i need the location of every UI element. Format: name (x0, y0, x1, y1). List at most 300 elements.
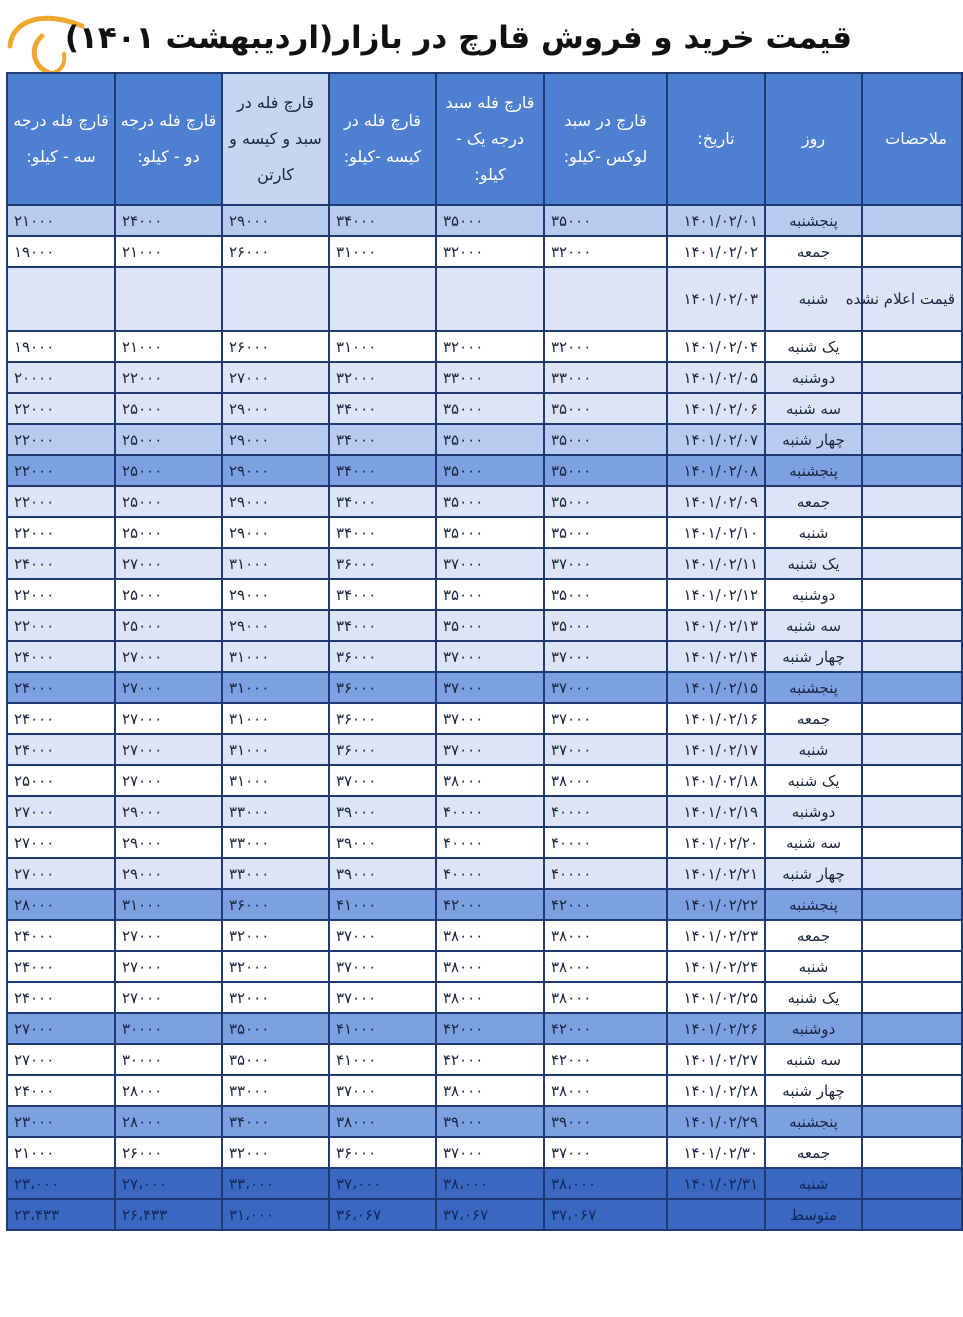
price-cell: ۲۷۰۰۰ (115, 734, 222, 765)
price-cell: ۲۹۰۰۰ (222, 486, 329, 517)
day-cell: دوشنبه (765, 362, 862, 393)
price-cell: ۳۷۰۰۰ (329, 1075, 436, 1106)
price-cell: ۳۵۰۰۰ (544, 424, 667, 455)
price-cell: ۳۲۰۰۰ (436, 331, 544, 362)
price-cell: ۳۷۰۰۰ (329, 920, 436, 951)
price-cell: ۲۹۰۰۰ (222, 455, 329, 486)
date-cell: ۱۴۰۱/۰۲/۱۹ (667, 796, 765, 827)
day-cell: سه شنبه (765, 610, 862, 641)
price-cell: ۳۸۰۰۰ (544, 920, 667, 951)
header-cell: قارچ فله درجه سه - کیلو: (7, 73, 115, 205)
price-cell: ۲۶۰۰۰ (222, 331, 329, 362)
table-row (7, 267, 962, 331)
table-row (7, 672, 962, 703)
price-cell: ۳۸۰۰۰ (436, 920, 544, 951)
note-cell (862, 672, 962, 703)
price-cell (115, 267, 222, 331)
note-cell: قیمت اعلام نشده (862, 267, 962, 331)
date-cell: ۱۴۰۱/۰۲/۱۸ (667, 765, 765, 796)
price-cell: ۲۳،۴۳۳ (7, 1199, 115, 1230)
date-cell: ۱۴۰۱/۰۲/۳۱ (667, 1168, 765, 1199)
note-cell (862, 920, 962, 951)
header-cell: قارچ فله درجه دو - کیلو: (115, 73, 222, 205)
price-cell: ۳۱۰۰۰ (222, 672, 329, 703)
day-cell: چهار شنبه (765, 641, 862, 672)
price-cell: ۲۷۰۰۰ (115, 703, 222, 734)
date-cell: ۱۴۰۱/۰۲/۰۵ (667, 362, 765, 393)
table-row (7, 331, 962, 362)
table-row (7, 734, 962, 765)
header-cell: ملاحضات (862, 73, 962, 205)
price-cell: ۲۱۰۰۰ (7, 205, 115, 236)
date-cell: ۱۴۰۱/۰۲/۱۱ (667, 548, 765, 579)
price-cell: ۳۱۰۰۰ (222, 548, 329, 579)
price-cell: ۳۷،۰۶۷ (544, 1199, 667, 1230)
note-cell (862, 982, 962, 1013)
note-cell (862, 236, 962, 267)
day-cell: چهار شنبه (765, 424, 862, 455)
price-cell: ۲۷،۰۰۰ (115, 1168, 222, 1199)
price-cell: ۲۳،۰۰۰ (7, 1168, 115, 1199)
note-cell (862, 1075, 962, 1106)
day-cell: پنجشنبه (765, 1106, 862, 1137)
price-cell: ۳۳۰۰۰ (544, 362, 667, 393)
price-cell: ۳۸۰۰۰ (436, 982, 544, 1013)
price-cell: ۳۴۰۰۰ (329, 486, 436, 517)
date-cell: ۱۴۰۱/۰۲/۳۰ (667, 1137, 765, 1168)
date-cell: ۱۴۰۱/۰۲/۱۶ (667, 703, 765, 734)
price-cell: ۴۱۰۰۰ (329, 1044, 436, 1075)
price-cell: ۳۷۰۰۰ (436, 1137, 544, 1168)
day-cell: شنبه (765, 1168, 862, 1199)
price-cell: ۲۵۰۰۰ (115, 455, 222, 486)
note-cell (862, 1106, 962, 1137)
date-cell: ۱۴۰۱/۰۲/۰۴ (667, 331, 765, 362)
price-cell: ۳۲۰۰۰ (222, 920, 329, 951)
table-row (7, 579, 962, 610)
day-cell: یک شنبه (765, 765, 862, 796)
note-cell (862, 765, 962, 796)
price-cell: ۲۴۰۰۰ (7, 982, 115, 1013)
note-cell (862, 1199, 962, 1230)
price-cell: ۳۸۰۰۰ (544, 765, 667, 796)
price-cell: ۴۰۰۰۰ (436, 827, 544, 858)
price-cell (329, 267, 436, 331)
table-row (7, 982, 962, 1013)
price-cell: ۳۹۰۰۰ (329, 858, 436, 889)
table-row (7, 889, 962, 920)
price-cell: ۳۵۰۰۰ (436, 455, 544, 486)
date-cell: ۱۴۰۱/۰۲/۲۱ (667, 858, 765, 889)
table-row (7, 517, 962, 548)
table-row (7, 424, 962, 455)
date-cell: ۱۴۰۱/۰۲/۱۵ (667, 672, 765, 703)
price-cell: ۳۷۰۰۰ (436, 703, 544, 734)
table-row (7, 765, 962, 796)
price-cell: ۲۵۰۰۰ (7, 765, 115, 796)
price-cell: ۳۵۰۰۰ (544, 393, 667, 424)
price-cell: ۳۱۰۰۰ (222, 765, 329, 796)
note-cell (862, 610, 962, 641)
price-cell: ۳۷۰۰۰ (544, 548, 667, 579)
day-cell: جمعه (765, 236, 862, 267)
date-cell: ۱۴۰۱/۰۲/۰۲ (667, 236, 765, 267)
table-row (7, 1137, 962, 1168)
price-cell: ۳۵۰۰۰ (436, 517, 544, 548)
date-cell: ۱۴۰۱/۰۲/۲۷ (667, 1044, 765, 1075)
date-cell: ۱۴۰۱/۰۲/۱۲ (667, 579, 765, 610)
date-cell: ۱۴۰۱/۰۲/۰۶ (667, 393, 765, 424)
price-cell: ۴۱۰۰۰ (329, 1013, 436, 1044)
price-cell: ۲۹۰۰۰ (115, 858, 222, 889)
price-cell: ۴۰۰۰۰ (436, 858, 544, 889)
price-cell: ۳۴۰۰۰ (329, 455, 436, 486)
price-cell: ۲۲۰۰۰ (7, 455, 115, 486)
price-cell: ۳۵۰۰۰ (436, 205, 544, 236)
price-cell: ۳۷۰۰۰ (436, 641, 544, 672)
note-cell (862, 393, 962, 424)
table-row (7, 1075, 962, 1106)
price-cell: ۲۷۰۰۰ (115, 982, 222, 1013)
price-cell (7, 267, 115, 331)
price-cell: ۳۲۰۰۰ (222, 951, 329, 982)
price-cell: ۳۳۰۰۰ (222, 827, 329, 858)
price-cell: ۳۶،۰۶۷ (329, 1199, 436, 1230)
note-cell (862, 796, 962, 827)
price-cell: ۱۹۰۰۰ (7, 331, 115, 362)
price-cell: ۳۱،۰۰۰ (222, 1199, 329, 1230)
price-cell: ۲۶،۴۳۳ (115, 1199, 222, 1230)
price-cell: ۲۷۰۰۰ (115, 641, 222, 672)
price-cell: ۲۷۰۰۰ (7, 827, 115, 858)
price-cell: ۲۹۰۰۰ (115, 796, 222, 827)
price-cell: ۳۷۰۰۰ (436, 672, 544, 703)
price-cell: ۲۰۰۰۰ (7, 362, 115, 393)
price-cell: ۳۴۰۰۰ (329, 610, 436, 641)
price-cell: ۲۴۰۰۰ (7, 548, 115, 579)
price-cell: ۳۴۰۰۰ (329, 205, 436, 236)
price-cell: ۳۱۰۰۰ (329, 331, 436, 362)
date-cell: ۱۴۰۱/۰۲/۲۸ (667, 1075, 765, 1106)
price-cell: ۲۹۰۰۰ (222, 517, 329, 548)
date-cell: ۱۴۰۱/۰۲/۰۹ (667, 486, 765, 517)
price-cell: ۴۰۰۰۰ (436, 796, 544, 827)
price-cell: ۳۵۰۰۰ (436, 424, 544, 455)
table-row (7, 205, 962, 236)
day-cell: چهار شنبه (765, 858, 862, 889)
day-cell: پنجشنبه (765, 889, 862, 920)
price-cell: ۲۱۰۰۰ (115, 236, 222, 267)
day-cell: متوسط (765, 1199, 862, 1230)
note-cell (862, 1044, 962, 1075)
price-cell: ۴۲۰۰۰ (436, 889, 544, 920)
price-cell: ۳۵۰۰۰ (436, 393, 544, 424)
price-cell: ۲۲۰۰۰ (7, 517, 115, 548)
price-cell: ۳۹۰۰۰ (329, 827, 436, 858)
price-cell: ۳۵۰۰۰ (544, 205, 667, 236)
price-cell: ۳۷۰۰۰ (544, 672, 667, 703)
day-cell: دوشنبه (765, 796, 862, 827)
note-cell (862, 517, 962, 548)
day-cell: پنجشنبه (765, 455, 862, 486)
price-cell (222, 267, 329, 331)
date-cell: ۱۴۰۱/۰۲/۱۰ (667, 517, 765, 548)
note-cell (862, 827, 962, 858)
date-cell: ۱۴۰۱/۰۲/۰۳ (667, 267, 765, 331)
price-cell: ۲۷۰۰۰ (115, 920, 222, 951)
date-cell: ۱۴۰۱/۰۲/۰۱ (667, 205, 765, 236)
price-cell: ۲۶۰۰۰ (115, 1137, 222, 1168)
date-cell: ۱۴۰۱/۰۲/۲۴ (667, 951, 765, 982)
header-cell: قارچ در سبد لوکس -کیلو: (544, 73, 667, 205)
day-cell: شنبه (765, 734, 862, 765)
date-cell: ۱۴۰۱/۰۲/۰۷ (667, 424, 765, 455)
price-cell: ۳۵۰۰۰ (544, 486, 667, 517)
price-cell: ۲۹۰۰۰ (222, 579, 329, 610)
price-cell: ۳۵۰۰۰ (544, 610, 667, 641)
price-cell: ۳۳۰۰۰ (222, 796, 329, 827)
price-cell: ۳۳۰۰۰ (436, 362, 544, 393)
day-cell: پنجشنبه (765, 672, 862, 703)
note-cell (862, 889, 962, 920)
price-cell: ۲۲۰۰۰ (7, 486, 115, 517)
price-cell: ۳۲۰۰۰ (222, 1137, 329, 1168)
price-cell: ۳۸،۰۰۰ (436, 1168, 544, 1199)
price-cell: ۲۷۰۰۰ (115, 951, 222, 982)
price-cell: ۳۶۰۰۰ (329, 703, 436, 734)
price-cell: ۳۰۰۰۰ (115, 1013, 222, 1044)
day-cell: جمعه (765, 920, 862, 951)
price-cell: ۲۹۰۰۰ (222, 393, 329, 424)
price-cell: ۴۰۰۰۰ (544, 796, 667, 827)
date-cell: ۱۴۰۱/۰۲/۲۲ (667, 889, 765, 920)
price-cell: ۲۷۰۰۰ (115, 765, 222, 796)
table-row (7, 703, 962, 734)
price-cell: ۲۳۰۰۰ (7, 1106, 115, 1137)
price-cell: ۳۲۰۰۰ (544, 236, 667, 267)
price-table (6, 72, 963, 1231)
price-cell: ۲۱۰۰۰ (115, 331, 222, 362)
day-cell: دوشنبه (765, 579, 862, 610)
price-cell: ۳۶۰۰۰ (222, 889, 329, 920)
date-cell: ۱۴۰۱/۰۲/۲۹ (667, 1106, 765, 1137)
day-cell: سه شنبه (765, 393, 862, 424)
price-cell: ۳۴۰۰۰ (329, 424, 436, 455)
table-row (7, 951, 962, 982)
price-cell: ۳۵۰۰۰ (436, 579, 544, 610)
price-cell: ۳۱۰۰۰ (222, 734, 329, 765)
price-cell: ۲۷۰۰۰ (7, 858, 115, 889)
table-row (7, 641, 962, 672)
price-cell: ۳۸،۰۰۰ (544, 1168, 667, 1199)
header-cell: قارچ فله در کیسه -کیلو: (329, 73, 436, 205)
page-title: قیمت خرید و فروش قارچ در بازار(اردیبهشت ۱۴۰۱) (64, 20, 852, 56)
table-row (7, 548, 962, 579)
price-cell: ۲۷۰۰۰ (7, 1013, 115, 1044)
note-cell (862, 951, 962, 982)
note-cell (862, 331, 962, 362)
price-cell: ۳۸۰۰۰ (544, 951, 667, 982)
price-cell: ۳۰۰۰۰ (115, 1044, 222, 1075)
header-row (7, 73, 962, 205)
note-cell (862, 205, 962, 236)
price-cell: ۳۸۰۰۰ (436, 951, 544, 982)
table-row (7, 362, 962, 393)
price-cell: ۳۷۰۰۰ (329, 765, 436, 796)
price-cell: ۲۲۰۰۰ (7, 579, 115, 610)
price-cell: ۲۴۰۰۰ (115, 205, 222, 236)
price-cell: ۳۶۰۰۰ (329, 641, 436, 672)
date-cell: ۱۴۰۱/۰۲/۱۳ (667, 610, 765, 641)
price-cell: ۳۱۰۰۰ (329, 236, 436, 267)
note-cell (862, 424, 962, 455)
date-cell: ۱۴۰۱/۰۲/۰۸ (667, 455, 765, 486)
day-cell: جمعه (765, 486, 862, 517)
price-cell: ۳۹۰۰۰ (436, 1106, 544, 1137)
price-cell: ۲۴۰۰۰ (7, 734, 115, 765)
price-cell: ۲۲۰۰۰ (7, 393, 115, 424)
table-row (7, 236, 962, 267)
price-cell: ۲۷۰۰۰ (115, 548, 222, 579)
price-cell: ۳۳۰۰۰ (222, 858, 329, 889)
day-cell: جمعه (765, 1137, 862, 1168)
price-cell: ۲۷۰۰۰ (115, 672, 222, 703)
price-cell: ۳۱۰۰۰ (222, 641, 329, 672)
price-cell: ۲۶۰۰۰ (222, 236, 329, 267)
price-cell: ۳۷۰۰۰ (544, 1137, 667, 1168)
day-cell: چهار شنبه (765, 1075, 862, 1106)
day-cell: شنبه (765, 267, 862, 331)
price-cell: ۳۸۰۰۰ (436, 1075, 544, 1106)
price-cell: ۲۵۰۰۰ (115, 579, 222, 610)
note-cell (862, 548, 962, 579)
price-cell: ۳۷،۰۶۷ (436, 1199, 544, 1230)
price-cell: ۳۴۰۰۰ (329, 393, 436, 424)
table-row (7, 858, 962, 889)
price-cell: ۲۵۰۰۰ (115, 610, 222, 641)
price-cell: ۳۷،۰۰۰ (329, 1168, 436, 1199)
price-cell: ۳۷۰۰۰ (329, 951, 436, 982)
table-row (7, 1106, 962, 1137)
price-cell: ۳۸۰۰۰ (329, 1106, 436, 1137)
price-cell: ۳۱۰۰۰ (115, 889, 222, 920)
table-row (7, 1044, 962, 1075)
price-cell: ۲۵۰۰۰ (115, 393, 222, 424)
price-cell: ۲۲۰۰۰ (7, 610, 115, 641)
note-cell (862, 455, 962, 486)
price-cell: ۲۴۰۰۰ (7, 641, 115, 672)
price-cell: ۳۵۰۰۰ (222, 1044, 329, 1075)
price-cell: ۳۷۰۰۰ (544, 641, 667, 672)
note-cell (862, 486, 962, 517)
price-cell: ۲۱۰۰۰ (7, 1137, 115, 1168)
note-cell (862, 734, 962, 765)
day-cell: سه شنبه (765, 827, 862, 858)
price-cell: ۳۹۰۰۰ (544, 1106, 667, 1137)
price-cell: ۴۲۰۰۰ (544, 1044, 667, 1075)
date-cell: ۱۴۰۱/۰۲/۱۷ (667, 734, 765, 765)
day-cell: سه شنبه (765, 1044, 862, 1075)
price-cell: ۳۶۰۰۰ (329, 672, 436, 703)
note-cell (862, 858, 962, 889)
header-cell: قارچ فله سبد درجه یک - کیلو: (436, 73, 544, 205)
price-cell: ۲۲۰۰۰ (7, 424, 115, 455)
price-cell: ۳۷۰۰۰ (436, 734, 544, 765)
price-cell: ۲۲۰۰۰ (115, 362, 222, 393)
price-cell: ۳۴۰۰۰ (222, 1106, 329, 1137)
table-row (7, 393, 962, 424)
note-cell (862, 1137, 962, 1168)
price-cell: ۳۷۰۰۰ (544, 703, 667, 734)
date-cell: ۱۴۰۱/۰۲/۲۰ (667, 827, 765, 858)
price-cell: ۳۹۰۰۰ (329, 796, 436, 827)
price-cell: ۴۲۰۰۰ (436, 1044, 544, 1075)
header-cell: قارچ فله در سبد و کیسه و کارتن (222, 73, 329, 205)
price-cell: ۲۷۰۰۰ (222, 362, 329, 393)
date-cell: ۱۴۰۱/۰۲/۲۵ (667, 982, 765, 1013)
day-cell: یک شنبه (765, 331, 862, 362)
price-cell: ۳۸۰۰۰ (544, 1075, 667, 1106)
price-cell: ۳۶۰۰۰ (329, 548, 436, 579)
price-cell: ۳۳،۰۰۰ (222, 1168, 329, 1199)
price-cell: ۲۵۰۰۰ (115, 517, 222, 548)
price-cell: ۲۵۰۰۰ (115, 424, 222, 455)
price-cell: ۴۲۰۰۰ (436, 1013, 544, 1044)
price-cell: ۲۵۰۰۰ (115, 486, 222, 517)
price-cell: ۳۴۰۰۰ (329, 517, 436, 548)
price-cell: ۲۹۰۰۰ (222, 205, 329, 236)
date-cell: ۱۴۰۱/۰۲/۲۳ (667, 920, 765, 951)
price-cell: ۳۶۰۰۰ (329, 1137, 436, 1168)
price-cell: ۴۰۰۰۰ (544, 858, 667, 889)
date-cell: ۱۴۰۱/۰۲/۲۶ (667, 1013, 765, 1044)
price-cell: ۲۴۰۰۰ (7, 672, 115, 703)
price-cell: ۲۸۰۰۰ (115, 1075, 222, 1106)
table-row (7, 827, 962, 858)
note-cell (862, 1168, 962, 1199)
table-row (7, 920, 962, 951)
price-cell: ۳۲۰۰۰ (329, 362, 436, 393)
price-cell: ۳۱۰۰۰ (222, 703, 329, 734)
price-cell: ۳۲۰۰۰ (222, 982, 329, 1013)
price-cell: ۳۲۰۰۰ (544, 331, 667, 362)
price-cell: ۳۴۰۰۰ (329, 579, 436, 610)
header-cell: تاریخ: (667, 73, 765, 205)
price-cell: ۳۵۰۰۰ (222, 1013, 329, 1044)
price-cell: ۲۷۰۰۰ (7, 796, 115, 827)
price-cell: ۳۷۰۰۰ (544, 734, 667, 765)
price-cell: ۲۴۰۰۰ (7, 703, 115, 734)
table-row (7, 455, 962, 486)
table-row (7, 1013, 962, 1044)
price-cell: ۳۵۰۰۰ (436, 486, 544, 517)
table-row (7, 1168, 962, 1199)
date-cell: ۱۴۰۱/۰۲/۱۴ (667, 641, 765, 672)
date-cell (667, 1199, 765, 1230)
price-cell: ۴۱۰۰۰ (329, 889, 436, 920)
note-cell (862, 703, 962, 734)
price-cell: ۴۲۰۰۰ (544, 1013, 667, 1044)
day-cell: یک شنبه (765, 548, 862, 579)
day-cell: دوشنبه (765, 1013, 862, 1044)
price-cell: ۲۷۰۰۰ (7, 1044, 115, 1075)
price-cell: ۲۴۰۰۰ (7, 951, 115, 982)
price-cell: ۳۵۰۰۰ (544, 579, 667, 610)
price-cell: ۳۶۰۰۰ (329, 734, 436, 765)
price-cell: ۳۷۰۰۰ (329, 982, 436, 1013)
price-cell: ۳۵۰۰۰ (544, 517, 667, 548)
price-cell: ۴۲۰۰۰ (544, 889, 667, 920)
